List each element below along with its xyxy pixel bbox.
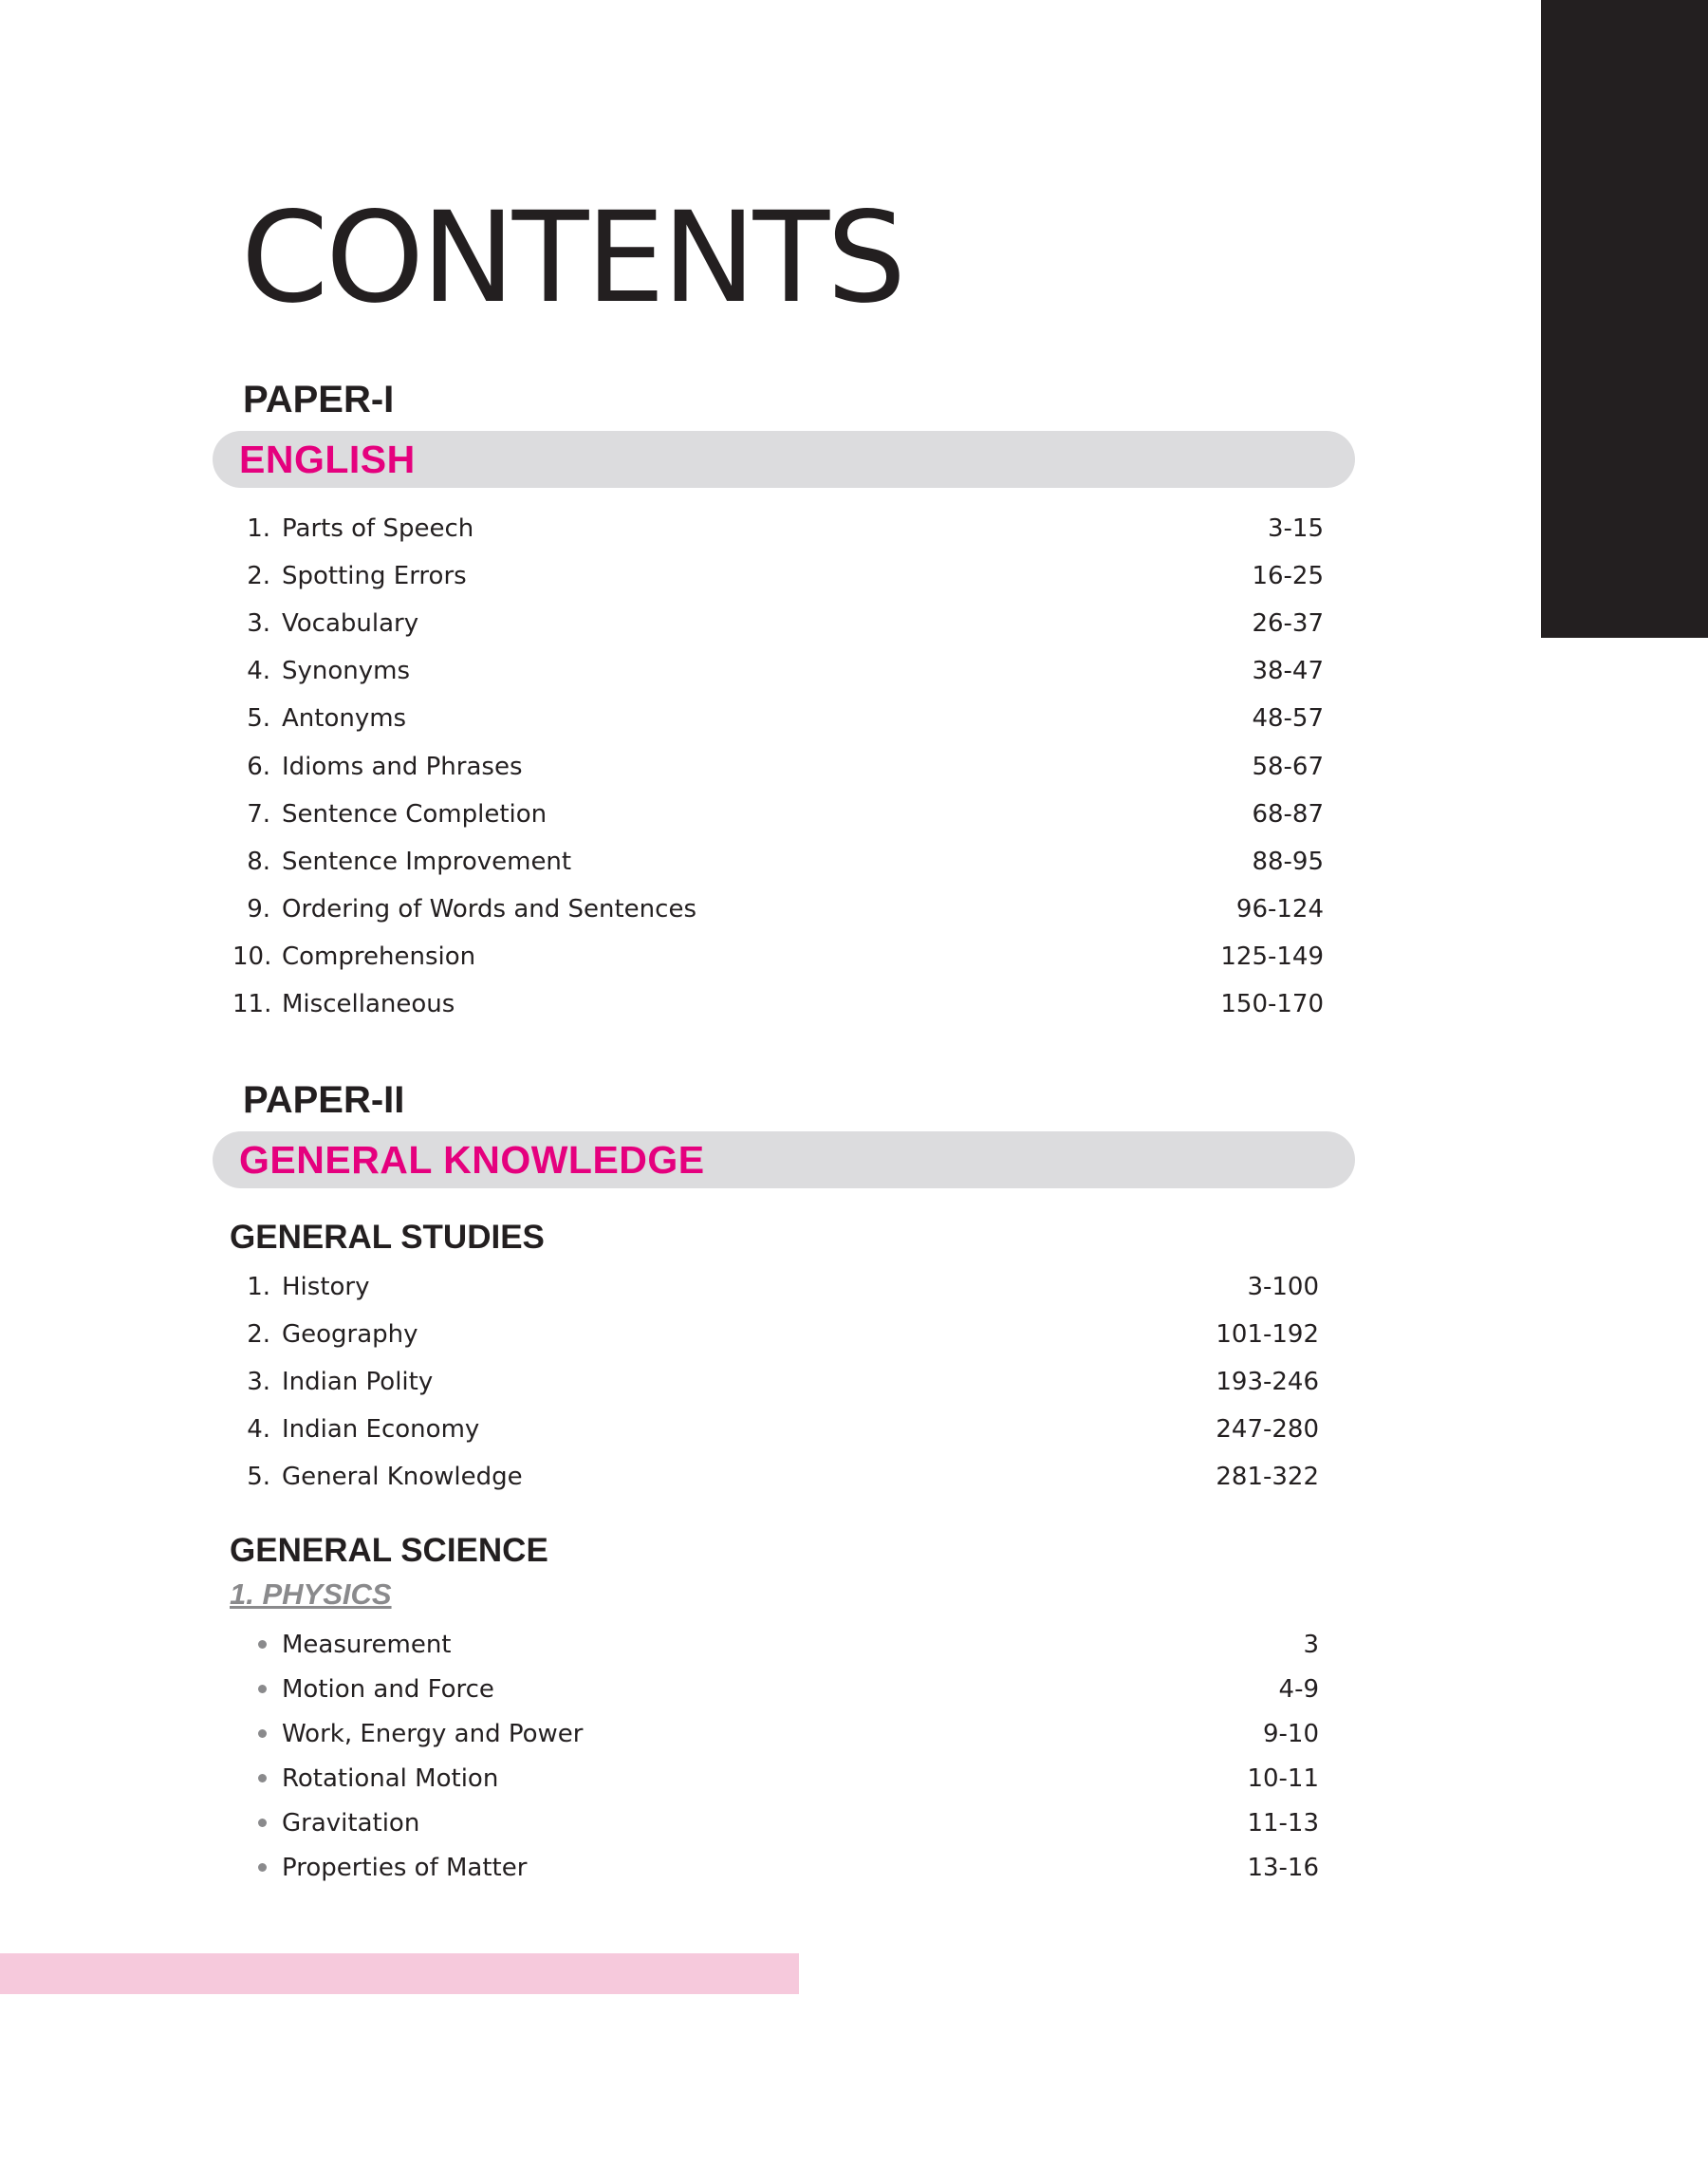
toc-page-range: 10-11 [1247,1764,1319,1793]
toc-title: Vocabulary [282,609,419,639]
toc-row [0,886,1708,933]
toc-title: History [282,1273,370,1301]
toc-page-range: 3-100 [1247,1273,1319,1301]
toc-page-range: 38-47 [1252,657,1324,686]
toc-row [0,1844,1708,1892]
toc-title: Sentence Improvement [282,847,572,876]
toc-title: Synonyms [282,657,411,686]
toc-row [0,647,1708,695]
toc-page-range: 281-322 [1216,1463,1319,1492]
toc-row [0,1666,1708,1713]
toc-page-range: 3-15 [1267,514,1324,543]
toc-title: Comprehension [282,942,476,971]
toc-page-range: 3 [1303,1631,1319,1659]
toc-number: 1. [247,514,270,543]
bullet-icon [258,1685,267,1693]
toc-page-range: 125-149 [1220,942,1324,971]
toc-page-range: 88-95 [1252,847,1324,876]
bullet-icon [258,1640,267,1649]
toc-row [0,933,1708,980]
toc-page-range: 48-57 [1252,704,1324,734]
toc-title: Gravitation [282,1809,420,1838]
toc-page-range: 9-10 [1262,1720,1319,1748]
toc-title: Measurement [282,1631,452,1659]
bullet-icon [258,1729,267,1738]
toc-title: Geography [282,1320,418,1350]
toc-number: 2. [247,562,270,591]
toc-row [0,695,1708,742]
paper-1-heading: PAPER-I [243,379,395,420]
bullet-icon [258,1863,267,1872]
toc-number: 5. [247,704,270,734]
toc-title: Indian Polity [282,1368,434,1397]
toc-title: Motion and Force [282,1675,494,1704]
general-studies-heading: GENERAL STUDIES [230,1219,545,1256]
toc-page-range: 11-13 [1247,1809,1319,1838]
toc-row [0,791,1708,838]
bullet-icon [258,1819,267,1827]
toc-row [0,980,1708,1028]
page-title: CONTENTS [241,185,904,331]
toc-number: 7. [247,799,270,829]
toc-title: Sentence Completion [282,799,548,829]
toc-page-range: 150-170 [1220,990,1324,1018]
toc-number: 6. [247,752,270,781]
toc-title: Parts of Speech [282,514,474,543]
toc-number: 4. [247,1415,270,1445]
toc-page-range: 58-67 [1252,752,1324,781]
toc-row [0,1621,1708,1669]
paper-2-heading: PAPER-II [243,1079,405,1121]
toc-row [0,743,1708,791]
toc-title: Miscellaneous [282,990,455,1018]
toc-page-range: 4-9 [1278,1675,1319,1704]
toc-number: 3. [247,609,270,639]
toc-row [0,1311,1708,1358]
toc-page-range: 13-16 [1247,1854,1319,1882]
toc-number: 11. [232,990,272,1018]
english-subject-title: ENGLISH [239,438,416,481]
toc-row [0,1358,1708,1406]
toc-title: Work, Energy and Power [282,1720,584,1748]
bottom-strip-decoration [0,1953,799,1994]
toc-row [0,1453,1708,1501]
toc-title: Properties of Matter [282,1854,528,1882]
toc-title: Ordering of Words and Sentences [282,894,696,924]
toc-page-range: 68-87 [1252,799,1324,829]
physics-heading: 1. PHYSICS [230,1577,392,1611]
toc-row [0,505,1708,552]
toc-row [0,552,1708,600]
toc-number: 3. [247,1368,270,1397]
toc-row [0,1755,1708,1802]
toc-number: 9. [247,894,270,924]
toc-row [0,1263,1708,1311]
general-knowledge-band [213,1131,1355,1188]
toc-number: 10. [232,942,272,971]
toc-page-range: 16-25 [1252,562,1324,591]
toc-page-range: 193-246 [1216,1368,1319,1397]
toc-row [0,1710,1708,1758]
toc-title: Rotational Motion [282,1764,499,1793]
toc-title: General Knowledge [282,1463,523,1492]
toc-page-range: 96-124 [1235,894,1324,924]
toc-number: 5. [247,1463,270,1492]
toc-number: 4. [247,657,270,686]
toc-page-range: 101-192 [1216,1320,1319,1350]
english-band [213,431,1355,488]
general-knowledge-subject-title: GENERAL KNOWLEDGE [239,1138,705,1182]
toc-number: 1. [247,1273,270,1301]
toc-number: 8. [247,847,270,876]
toc-title: Indian Economy [282,1415,480,1445]
toc-row [0,1800,1708,1847]
toc-row [0,600,1708,647]
toc-page-range: 26-37 [1252,609,1324,639]
toc-row [0,1406,1708,1453]
general-science-heading: GENERAL SCIENCE [230,1532,548,1569]
toc-row [0,838,1708,886]
toc-number: 2. [247,1320,270,1350]
toc-title: Antonyms [282,704,407,734]
toc-page-range: 247-280 [1216,1415,1319,1445]
toc-title: Idioms and Phrases [282,752,523,781]
bullet-icon [258,1774,267,1782]
toc-title: Spotting Errors [282,562,467,591]
